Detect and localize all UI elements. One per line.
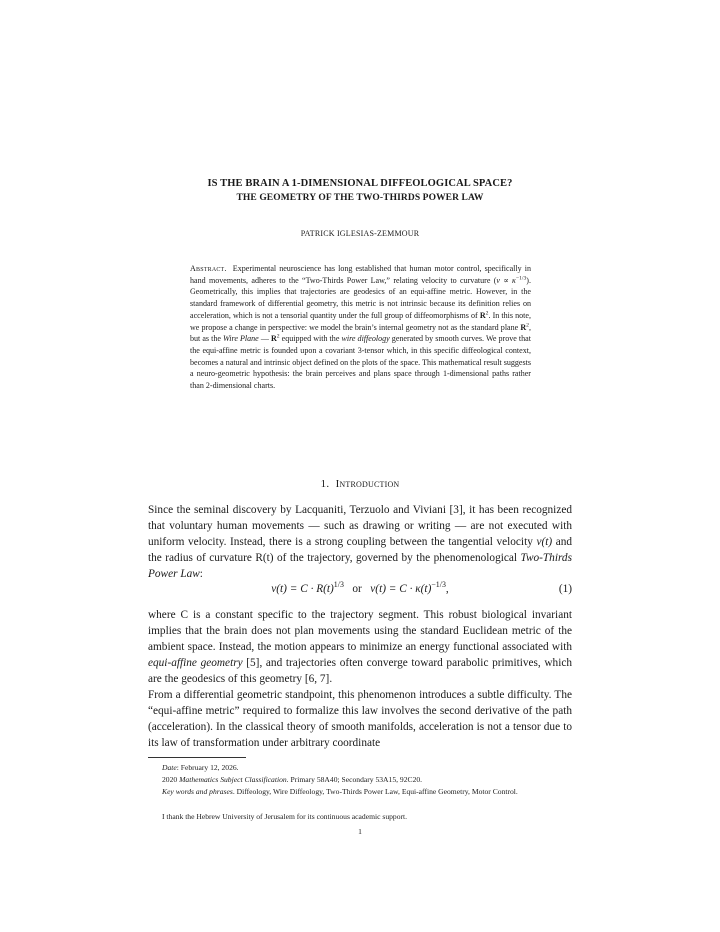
r2-symbol: R — [520, 322, 527, 332]
footnote-thanks: I thank the Hebrew University of Jerusalem for its continuous academic support. — [162, 812, 408, 821]
abstract-text: equipped with the — [279, 334, 342, 344]
msc-year: 2020 — [162, 775, 180, 784]
page-number: 1 — [358, 827, 362, 836]
footnote-rule — [148, 757, 246, 758]
abstract-text: . In this note, we propose a change in perspective: we model the brain’s internal geometry not as the standard plane — [190, 310, 531, 332]
footnote-msc — [148, 774, 586, 785]
paragraph-text: of the trajectory, governed by the phenomenological — [273, 552, 521, 565]
equi-affine-term: equi-affine geometry — [148, 657, 243, 670]
keywords-indent — [148, 787, 162, 796]
abstract-text: generated by smooth curves. We prove that the equi-affine metric is founded upon a covariant 3-tensor which, in this specific diffeological context, becomes a natural and intrinsic object defined on the plots of the space. This mathematical result suggests a neuro-geometric hypothesis: the brain perceives and plans space through 1-dimensional paths rather than 2-dimensional charts. — [190, 334, 531, 391]
abstract-text: , but as the — [190, 322, 531, 344]
author-name: PATRICK IGLESIAS-ZEMMOUR — [300, 229, 420, 238]
r2-exponent: 2 — [526, 321, 529, 328]
msc-label: Mathematics Subject Classification — [179, 775, 287, 784]
footnote-keywords — [148, 786, 572, 797]
equation-tail: , — [445, 583, 449, 595]
r2-symbol: R — [479, 310, 486, 320]
section-number: 1. — [320, 478, 330, 490]
abstract-formula-exp: −1/3 — [515, 275, 527, 282]
keywords-label: Key words and phrases — [162, 787, 233, 796]
equation-right-exp: −1/3 — [431, 580, 446, 590]
abstract-text: Experimental neuroscience has long established that human motor control, specifically in hand movements, adheres to the “Two-Thirds Power Law,” relating velocity to curvature ( — [190, 264, 531, 285]
keywords-value: . Diffeology, Wire Diffeology, Two-Thirds Power Law, Equi-affine Geometry, Motor Control. — [232, 787, 518, 796]
equation-left: v(t) = C · R(t) — [271, 583, 334, 595]
msc-value: . Primary 58A40; Secondary 53A15, 92C20. — [286, 775, 423, 784]
paragraph-2 — [148, 607, 572, 687]
section-title: Introduction — [335, 478, 400, 490]
paragraph-text: Since the seminal discovery by Lacquaniti, Terzuolo and Viviani [3], it has been recognized that voluntary human movements — such as drawing or writing — are not executed with uniform velocity. Instead, there is a strong coupling between the tangential velocity — [148, 504, 572, 549]
r2-exponent: 2 — [485, 310, 489, 317]
equation-1 — [148, 580, 572, 601]
paragraph-1 — [148, 502, 572, 582]
wire-diffeology-term: wire diffeology — [341, 334, 390, 344]
section-heading — [0, 478, 720, 490]
radius-symbol: R(t) — [255, 552, 274, 565]
abstract-text: — — [258, 334, 271, 344]
r2-exponent: 2 — [276, 333, 280, 340]
paragraph-text: : — [199, 568, 203, 581]
law-name: Two-Thirds Power Law — [148, 552, 572, 581]
equation-right: v(t) = C · κ(t) — [370, 583, 432, 595]
abstract-label: Abstract. — [190, 264, 227, 273]
paragraph-3: From a differential geometric standpoint, this phenomenon introduces a subtle difficulty. The “equi-affine metric” required to formalize this law involves the second derivative of the path (acceleration). In the classical theory of smooth manifolds, acceleration is not a tensor due to its law of transformation under arbitrary coordinate — [148, 689, 572, 750]
abstract-text: ). Geometrically, this implies that trajectories are geodesics of an equi-affine metric. However, in the standard framework of differential geometry, this metric is not intrinsic because its definition relies on acceleration, which is not a tensorial quantity under the full group of diffeomorphisms of — [190, 275, 531, 320]
paragraph-text: and the radius of curvature — [148, 536, 573, 565]
paragraph-text: where C is a constant specific to the trajectory segment. This robust biological invariant implies that the brain does not plan movements using the standard Euclidean metric of the ambient space. Instead, the motion appears to minimize an energy functional associated with — [148, 609, 572, 654]
abstract — [190, 263, 531, 392]
paragraph-text: [5], and trajectories often converge toward parabolic primitives, which are the geodesics of this geometry [6, 7]. — [148, 657, 573, 686]
paper-title-line1: IS THE BRAIN A 1-DIMENSIONAL DIFFEOLOGICAL SPACE? — [207, 178, 513, 189]
equation-body — [148, 580, 572, 595]
date-value: : February 12, 2026. — [176, 763, 239, 772]
footnote-date — [148, 762, 586, 773]
equation-or: or — [352, 583, 362, 595]
wire-plane-term: Wire Plane — [223, 334, 259, 344]
r2-symbol: R — [270, 334, 277, 344]
abstract-formula: v ∝ κ — [496, 275, 516, 285]
equation-left-exp: 1/3 — [333, 580, 344, 590]
paper-title-line2: THE GEOMETRY OF THE TWO-THIRDS POWER LAW — [236, 193, 484, 203]
velocity-symbol: v(t) — [536, 536, 553, 549]
date-label: Date — [162, 763, 177, 772]
equation-number: (1) — [558, 583, 572, 595]
